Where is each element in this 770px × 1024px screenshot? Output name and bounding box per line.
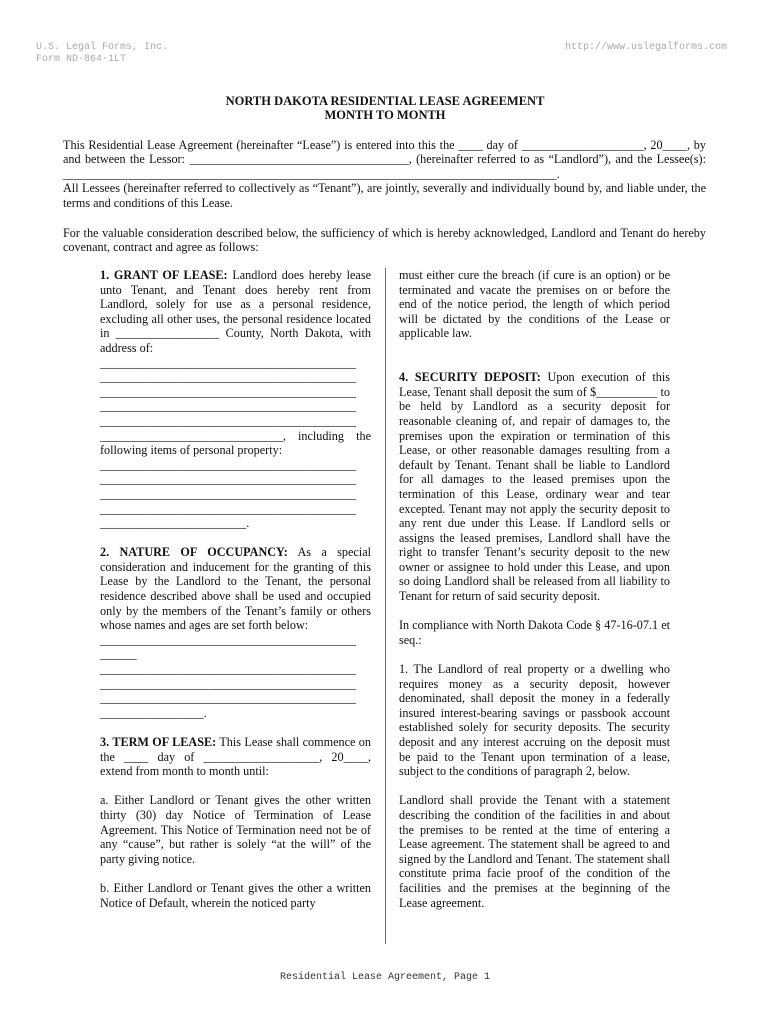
occupant-blank-3: __________________________________________ [100,662,356,677]
intro-paragraph [63,138,706,210]
address-blank-2: __________________________________________ [100,370,356,385]
deposit-statement: Landlord shall provide the Tenant with a statement describing the condition of the facilities in and about the premises to be rented at the time of entering a Lease agreement. The statement shall be agreed to and signed by the Landlord and Tenant. The statement shall constitute prima facie proof of the condition of the facilities and the premises at the beginning of the Lease agreement. [399,793,670,910]
term-clause-b: b. Either Landlord or Tenant gives the other a written Notice of Default, wherein the noticed party [100,880,371,910]
address-blank-5: __________________________________________ [100,413,356,428]
occupant-blank-5: __________________________________________ [100,691,356,706]
document-title [0,94,770,122]
address-blank-4: __________________________________________ [100,399,356,414]
page-footer: Residential Lease Agreement, Page 1 [279,972,491,983]
section-deposit [399,370,670,604]
intro-parties: This Residential Lease Agreement (hereinafter “Lease”) is entered into this the ____ day of ____________________, 20____, by and between the Lessor: ____________________________________, (hereinafter referred to as “Landlord”), and the Lessee(s): _________________________________________________________________________________. [63,138,706,181]
deposit-heading: 4. SECURITY DEPOSIT: [399,370,541,385]
source-url[interactable]: http://www.uslegalforms.com [564,42,727,53]
column-divider [385,268,386,944]
property-blank-1: __________________________________________ [100,457,356,472]
term-heading: 3. TERM OF LEASE: [100,735,217,749]
deposit-text: Upon execution of this Lease, Tenant shall deposit the sum of $__________ to be held by Landlord as a security deposit for reasonable cleaning of, and repair of damages to, the premises upon the expiration or termination of this Lease, or other reasonable damages resulting from a default by Tenant. Tenant shall be liable to Landlord for all damages to the leased premises upon the termination of this Lease, ordinary wear and tear excepted. Tenant may not apply the security deposit to any rent due under this Lease. If Landlord sells or assigns the leased premises, Landlord shall have the right to transfer Tenant’s security deposit to the new owner or assignee to hold under this Lease, and upon so doing Landlord shall be released from all liability to Tenant for return of said security deposit. [399,370,670,604]
section-grant [100,268,371,356]
form-id: Form ND-864-1LT [36,54,127,65]
page-header-left [36,42,168,66]
occupant-blank-2: ______ [100,647,137,662]
term-text: This Lease shall commence on the ____ day of ___________________, 20____, extend from month to month until: [100,735,371,779]
property-blank-4: __________________________________________ [100,501,356,516]
covenant-paragraph: For the valuable consideration described below, the sufficiency of which is hereby acknowledged, Landlord and Tenant do hereby covenant, contract and agree as follows: [63,226,706,255]
occupant-blank-6: _________________. [100,705,207,720]
address-blank-3: __________________________________________ [100,384,356,399]
section-term [100,735,371,779]
right-column [399,268,670,910]
deposit-item-1: 1. The Landlord of real property or a dwelling who requires money as a security deposit, however denominated, shall deposit the money in a federally insured interest-bearing savings or passbook account established solely for security deposits. The security deposit and any interest accruing on the deposit must be paid to the Tenant upon termination of a lease, subject to the conditions of paragraph 2, below. [399,662,670,779]
intro-lessees: All Lessees (hereinafter referred to collectively as “Tenant”), are jointly, severally and individually bound by, and liable under, the terms and conditions of this Lease. [63,181,706,210]
occupancy-text: As a special consideration and inducement for the granting of this Lease by the Landlord to the Tenant, the personal residence described above shall be used and occupied only by the members of the Tenant’s family or others whose names and ages are set forth below: [100,545,371,633]
address-blank-1: __________________________________________ [100,355,356,370]
title-line-2: MONTH TO MONTH [324,108,446,122]
deposit-compliance: In compliance with North Dakota Code § 47-16-07.1 et seq.: [399,618,670,647]
occupant-blank-1: __________________________________________ [100,632,356,647]
occupant-blank-4: __________________________________________ [100,676,356,691]
occupancy-heading: 2. NATURE OF OCCUPANCY: [100,545,288,560]
company-name: U.S. Legal Forms, Inc. [36,42,169,53]
title-line-1: NORTH DAKOTA RESIDENTIAL LEASE AGREEMENT [225,94,545,108]
term-clause-a: a. Either Landlord or Tenant gives the other written thirty (30) day Notice of Termination of Lease Agreement. This Notice of Termination need not be of any “cause”, but rather is solely “at the will” of the party giving notice. [100,793,371,866]
personal-property-line: ______________________________, including the following items of personal property: [100,428,371,458]
property-blank-3: __________________________________________ [100,486,356,501]
term-continued: must either cure the breach (if cure is an option) or be terminated and vacate the premises on or before the end of the notice period, the length of which period will be dictated by the conditions of the Lease or applicable law. [399,268,670,341]
left-column [100,268,371,910]
property-blank-5: ________________________. [100,516,250,531]
grant-text: Landlord does hereby lease unto Tenant, and Tenant does hereby rent from Landlord, solely for use as a personal residence, excluding all other uses, the personal residence located in _________________ County, North Dakota, with address of: [100,268,371,355]
grant-heading: 1. GRANT OF LEASE: [100,268,228,282]
section-occupancy [100,545,371,633]
property-blank-2: __________________________________________ [100,472,356,487]
